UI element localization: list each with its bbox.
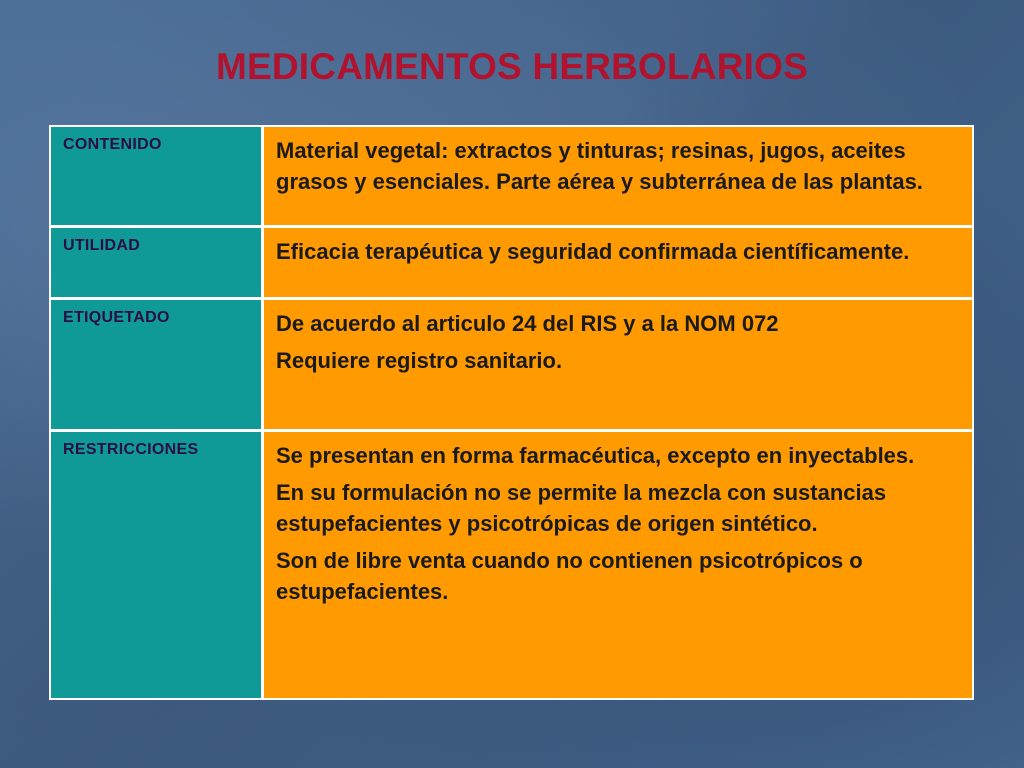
table-row-utilidad [51,228,972,297]
contenido-text: Material vegetal: extractos y tinturas; resinas, jugos, aceites grasos y esenciales. Parte aérea y subterránea de las plantas. [276,138,923,194]
restricciones-text-1: Se presentan en forma farmacéutica, excepto en inyectables. [276,443,915,468]
table-row-etiquetado [51,300,972,429]
row-label-contenido: CONTENIDO [51,127,261,225]
etiquetado-text-1: De acuerdo al articulo 24 del RIS y a la NOM 072 [276,311,779,336]
restricciones-text-2: En su formulación no se permite la mezcla con sustancias estupefacientes y psicotrópicas de origen sintético. [276,480,887,536]
utilidad-text: Eficacia terapéutica y seguridad confirmada científicamente. [276,239,910,264]
row-body-contenido [264,127,972,225]
row-body-etiquetado [264,300,972,429]
restricciones-text-3: Son de libre venta cuando no contienen psicotrópicos o estupefacientes. [276,548,863,604]
row-body-restricciones [264,432,972,698]
row-body-utilidad [264,228,972,297]
table-row-restricciones [51,432,972,698]
etiquetado-text-2: Requiere registro sanitario. [276,348,563,373]
row-label-restricciones: RESTRICCIONES [51,432,261,698]
info-table [49,125,974,700]
row-label-utilidad: UTILIDAD [51,228,261,297]
row-label-etiquetado: ETIQUETADO [51,300,261,429]
slide-title: MEDICAMENTOS HERBOLARIOS [215,46,809,87]
table-row-contenido [51,127,972,225]
